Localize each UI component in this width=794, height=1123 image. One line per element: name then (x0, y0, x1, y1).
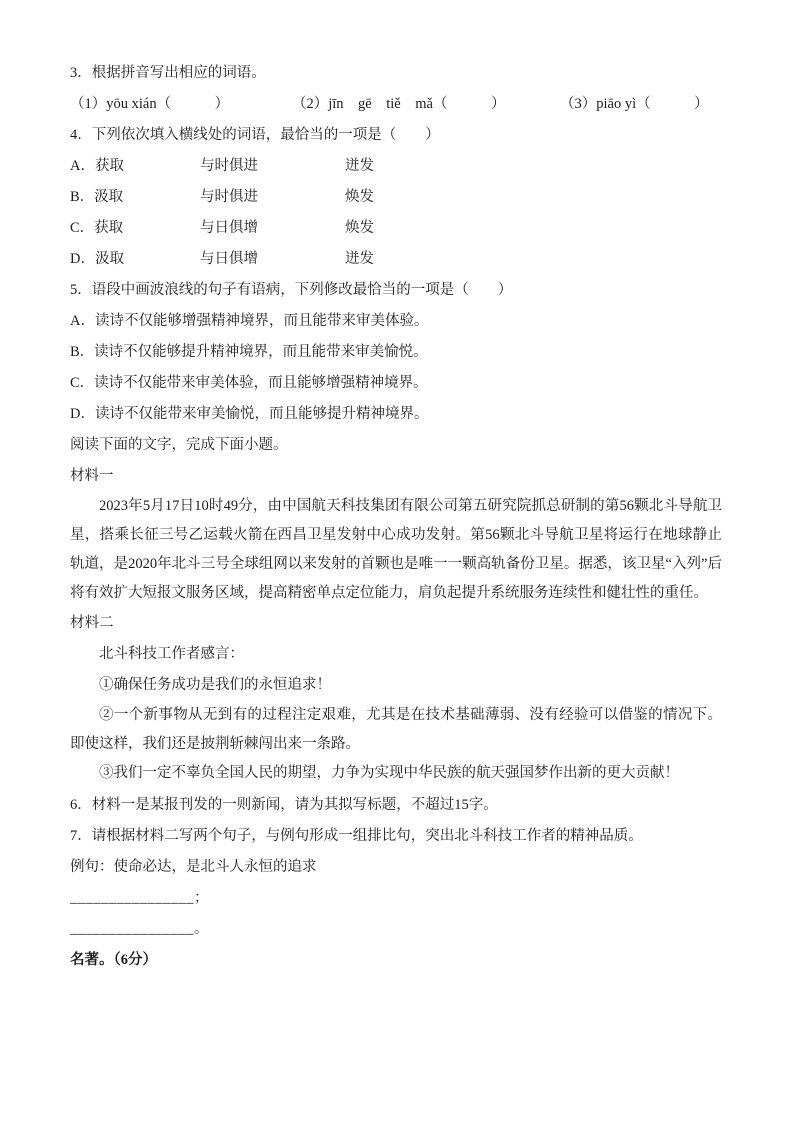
q4-option-b-col-1: B．汲取 (70, 189, 124, 205)
material-two-intro: 北斗科技工作者感言： (99, 646, 244, 662)
q4-option-c (70, 213, 722, 244)
q4-stem: 4．下列依次填入横线处的词语，最恰当的一项是（ ） (70, 127, 440, 143)
q3-pinyin-row (70, 89, 722, 120)
q4-option-a-col-3: 迸发 (345, 158, 374, 174)
q4-option-a (70, 151, 722, 182)
q7-answer-blank-2: ________________。 (70, 921, 209, 937)
q4-option-d-col-3: 迸发 (345, 251, 374, 267)
material-one-label: 材料一 (70, 468, 114, 484)
material-two-quote-3: ③我们一定不辜负全国人民的期望，力争为实现中华民族的航天强国梦作出新的更大贡献！ (99, 765, 679, 781)
section-famous-works-heading: 名著。（6分） (70, 952, 157, 968)
q7-example: 例句：使命必达，是北斗人永恒的追求 (70, 859, 317, 875)
q3-pinyin-row-col-3: （3）piāo yì（ ） (560, 96, 709, 112)
q4-option-a-col-1: A．获取 (70, 158, 124, 174)
q7-stem: 7．请根据材料二写两个句子，与例句形成一组排比句，突出北斗科技工作者的精神品质。 (70, 828, 643, 844)
q4-option-b-col-3: 焕发 (345, 189, 374, 205)
q4-option-b (70, 182, 722, 213)
q5-option-d: D．读诗不仅能带来审美愉悦，而且能够提升精神境界。 (70, 406, 429, 422)
document-body (70, 58, 722, 976)
q4-option-d (70, 244, 722, 275)
q4-option-d-col-2: 与日俱增 (200, 251, 258, 267)
q4-option-c-col-3: 焕发 (345, 220, 374, 236)
q4-option-c-col-1: C．获取 (70, 220, 124, 236)
material-two-label: 材料二 (70, 615, 114, 631)
q5-option-b: B．读诗不仅能够提升精神境界，而且能带来审美愉悦。 (70, 344, 428, 360)
q3-stem: 3．根据拼音写出相应的词语。 (70, 65, 266, 81)
q4-option-d-col-1: D．汲取 (70, 251, 124, 267)
q4-option-b-col-2: 与时俱进 (200, 189, 258, 205)
q3-pinyin-row-col-2: （2）jīn gē tiě mǎ（ ） (292, 96, 506, 112)
q5-option-a: A．读诗不仅能够增强精神境界，而且能带来审美体验。 (70, 313, 429, 329)
material-two-quote-1: ①确保任务成功是我们的永恒追求！ (99, 677, 331, 693)
q5-option-c: C．读诗不仅能带来审美体验，而且能够增强精神境界。 (70, 375, 428, 391)
q4-option-a-col-2: 与时俱进 (200, 158, 258, 174)
reading-instruction: 阅读下面的文字，完成下面小题。 (70, 437, 288, 453)
q6-stem: 6．材料一是某报刊发的一则新闻，请为其拟写标题，不超过15字。 (70, 797, 498, 813)
q7-answer-blank-1: ________________； (70, 890, 209, 906)
q4-option-c-col-2: 与日俱增 (200, 220, 258, 236)
material-two-quote-2: ②一个新事物从无到有的过程注定艰难，尤其是在技术基础薄弱、没有经验可以借鉴的情况下。即使这样，我们还是披荆斩棘闯出来一条路。 (70, 707, 722, 752)
q5-stem: 5．语段中画波浪线的句子有语病，下列修改最恰当的一项是（ ） (70, 282, 513, 298)
q3-pinyin-row-col-1: （1）yōu xián（ ） (70, 96, 230, 112)
material-one-body: 2023年5月17日10时49分，由中国航天科技集团有限公司第五研究院抓总研制的第56颗北斗导航卫星，搭乘长征三号乙运载火箭在西昌卫星发射中心成功发射。第56颗北斗导航卫星将运行在地球静止轨道，是2020年北斗三号全球组网以来发射的首颗也是唯一一颗高轨备份卫星。据悉，该卫星“入列”后将有效扩大短报文服务区域，提高精密单点定位能力，肩负起提升系统服务连续性和健壮性的重任。 (70, 498, 722, 601)
